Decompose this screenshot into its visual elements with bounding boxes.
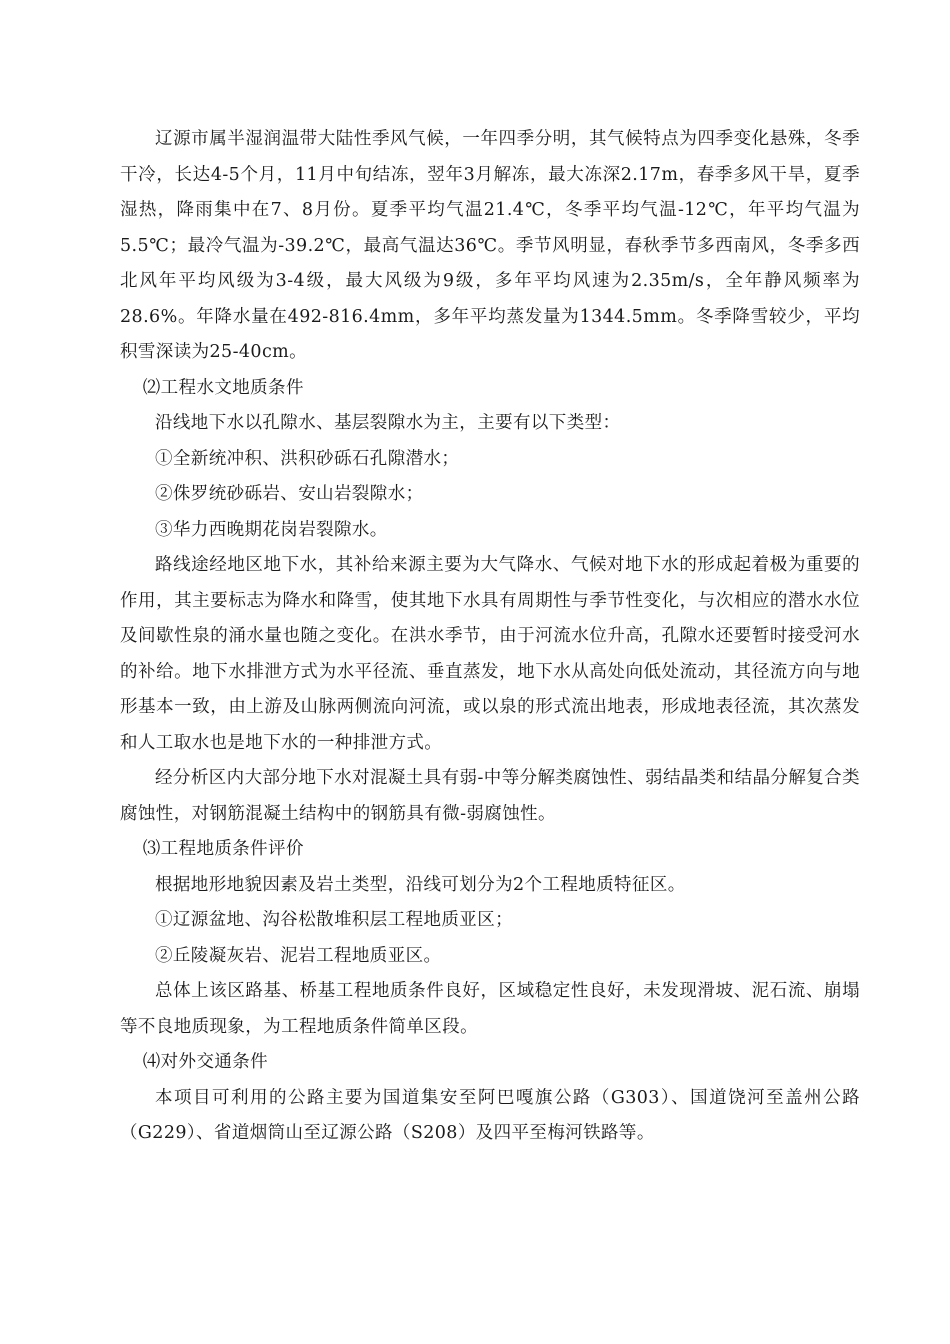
section-heading-transport: ⑷对外交通条件 bbox=[142, 1052, 269, 1072]
transport-paragraph: 本项目可利用的公路主要为国道集安至阿巴嘎旗公路（G303）、国道饶河至盖州公路（G229）、省道烟筒山至辽源公路（S208）及四平至梅河铁路等。 bbox=[120, 1087, 860, 1143]
geology-zone-item: ②丘陵凝灰岩、泥岩工程地质亚区。 bbox=[155, 945, 442, 966]
groundwater-intro-paragraph: 沿线地下水以孔隙水、基层裂隙水为主，主要有以下类型： bbox=[155, 413, 621, 433]
climate-paragraph: 辽源市属半湿润温带大陆性季风气候，一年四季分明，其气候特点为四季变化悬殊，冬季干冷，长达4-5个月，11月中旬结冻，翌年3月解冻，最大冻深2.17m，春季多风干旱，夏季湿热，降雨集中在7、8月份。夏季平均气温21.4℃，冬季平均气温-12℃，年平均气温为5.5℃；最冷气温为-39.2℃，最高气温达36℃。季节风明显，春秋季节多西南风，冬季多西北风年平均风级为3-4级，最大风级为9级，多年平均风速为2.35m/s，全年静风频率为28.6%。年降水量在492-816.4mm，多年平均蒸发量为1344.5mm。冬季降雪较少，平均积雪深读为25-40cm。 bbox=[120, 129, 860, 362]
groundwater-type-item: ③华力西晚期花岗岩裂隙水。 bbox=[155, 519, 388, 540]
section-heading-geology-evaluation: ⑶工程地质条件评价 bbox=[142, 839, 304, 859]
geology-summary-paragraph: 总体上该区路基、桥基工程地质条件良好，区域稳定性良好，未发现滑坡、泥石流、崩塌等不良地质现象，为工程地质条件简单区段。 bbox=[120, 981, 860, 1037]
geology-zone-item: ①辽源盆地、沟谷松散堆积层工程地质亚区； bbox=[155, 910, 513, 930]
corrosion-analysis-paragraph: 经分析区内大部分地下水对混凝土具有弱-中等分解类腐蚀性、弱结晶类和结晶分解复合类腐蚀性，对钢筋混凝土结构中的钢筋具有微-弱腐蚀性。 bbox=[120, 768, 860, 824]
groundwater-type-item: ①全新统冲积、洪积砂砾石孔隙潜水； bbox=[155, 448, 460, 469]
geology-zone-intro-paragraph: 根据地形地貌因素及岩土类型，沿线可划分为2个工程地质特征区。 bbox=[155, 874, 686, 895]
section-heading-hydrogeology: ⑵工程水文地质条件 bbox=[142, 377, 304, 398]
document-body bbox=[120, 122, 860, 1152]
groundwater-recharge-paragraph: 路线途经地区地下水，其补给来源主要为大气降水、气候对地下水的形成起着极为重要的作用，其主要标志为降水和降雪，使其地下水具有周期性与季节性变化，与次相应的潜水水位及间歇性泉的涌水量也随之变化。在洪水季节，由于河流水位升高，孔隙水还要暂时接受河水的补给。地下水排泄方式为水平径流、垂直蒸发，地下水从高处向低处流动，其径流方向与地形基本一致，由上游及山脉两侧流向河流，或以泉的形式流出地表，形成地表径流，其次蒸发和人工取水也是地下水的一种排泄方式。 bbox=[120, 555, 860, 753]
groundwater-type-item: ②侏罗统砂砾岩、安山岩裂隙水； bbox=[155, 484, 424, 504]
